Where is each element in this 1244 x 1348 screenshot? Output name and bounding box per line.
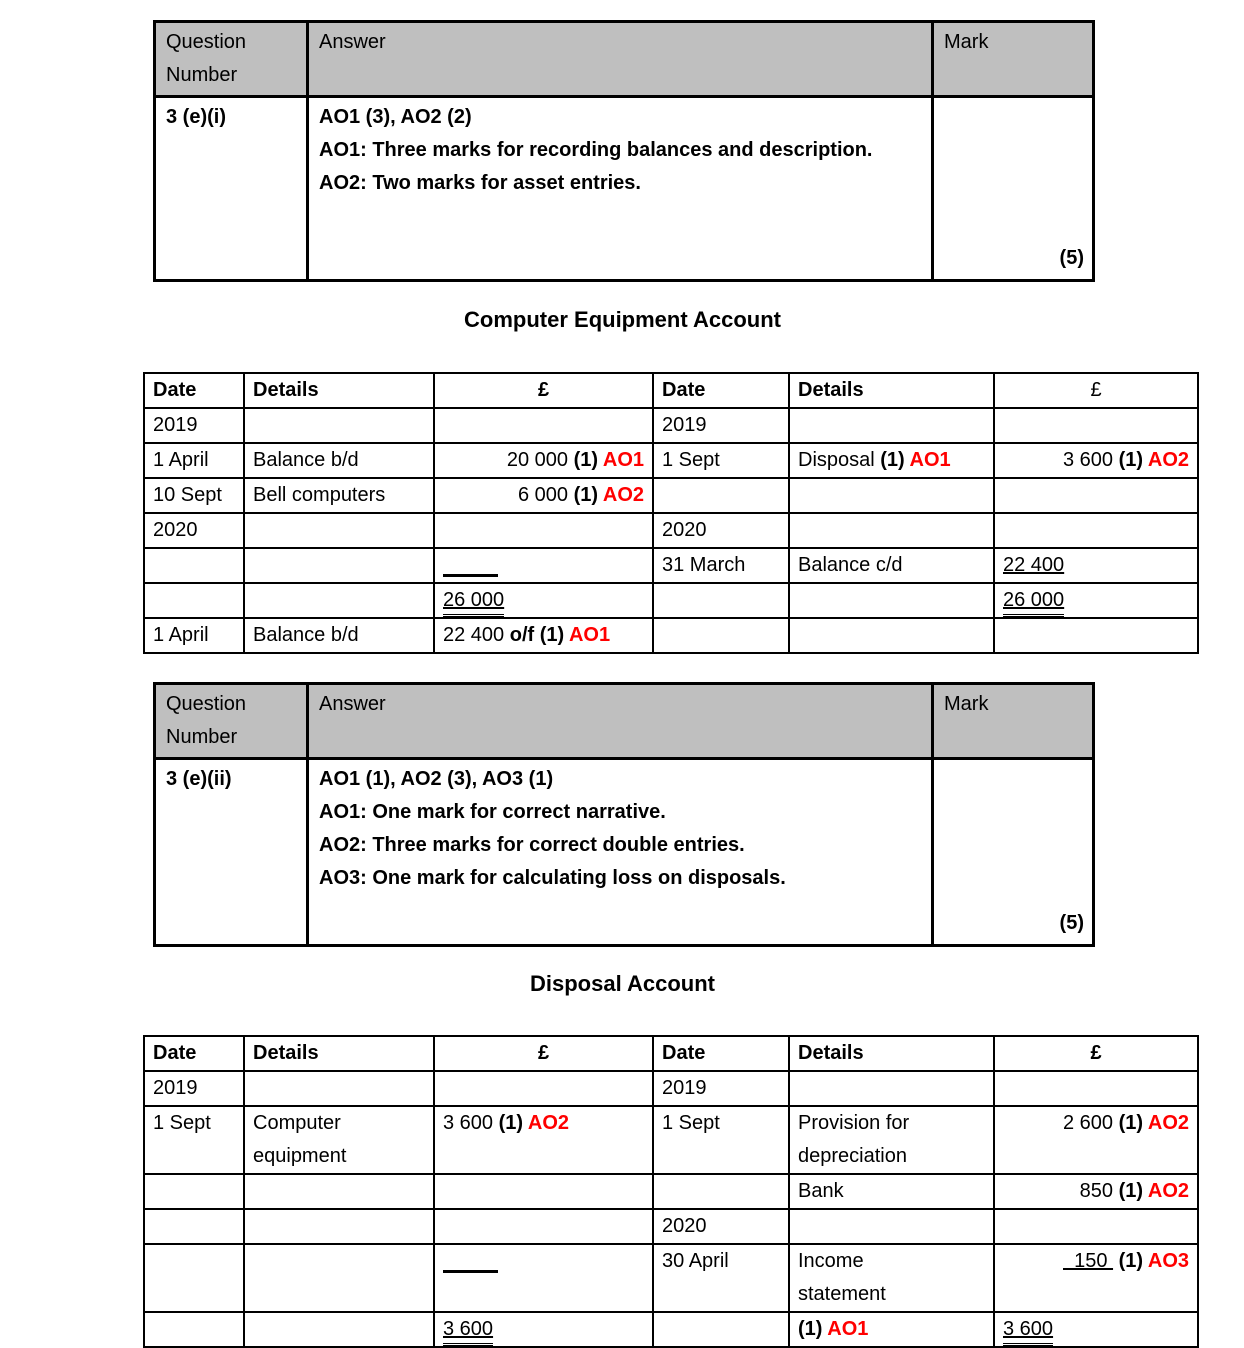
- table-row: [144, 513, 1198, 548]
- table-cell: [789, 1209, 994, 1244]
- table-cell: [244, 513, 434, 548]
- table-cell: [434, 1244, 653, 1312]
- table-cell: [144, 583, 244, 618]
- table-row: [144, 1312, 1198, 1347]
- cell-text: 3 600: [443, 1316, 493, 1346]
- computer-equipment-account-table: [143, 372, 1199, 654]
- mark-cell: (5): [933, 759, 1094, 946]
- answer-line: AO1 (1), AO2 (3), AO3 (1): [319, 768, 554, 790]
- blank-total-rule: [443, 549, 498, 577]
- ao-mark-label: AO1: [827, 1318, 869, 1340]
- header-cell: Date: [653, 373, 789, 408]
- answer-header: Answer: [308, 684, 933, 759]
- question-number-cell: 3 (e)(ii): [155, 759, 308, 946]
- table-cell: 2019: [144, 1071, 244, 1106]
- table-row: [144, 408, 1198, 443]
- disposal-account-title: Disposal Account: [530, 971, 715, 996]
- cell-text: (1): [1118, 1180, 1148, 1202]
- table-cell: [789, 1312, 994, 1347]
- table-cell: 2020: [653, 513, 789, 548]
- cell-text: 850: [1079, 1180, 1119, 1202]
- table-cell: [994, 1244, 1198, 1312]
- mark-scheme-table-3ei: [153, 20, 1095, 282]
- table-row: [144, 618, 1198, 653]
- table-cell: [789, 583, 994, 618]
- table-cell: [994, 1071, 1198, 1106]
- ao-mark-label: AO2: [602, 484, 644, 506]
- table-cell: [653, 1312, 789, 1347]
- table-cell: [653, 1174, 789, 1209]
- table-cell: [244, 583, 434, 618]
- header-cell: Details: [789, 1036, 994, 1071]
- cell-text: (1): [1118, 449, 1148, 471]
- table-cell: [244, 408, 434, 443]
- table-cell: [789, 1106, 994, 1174]
- table-cell: [994, 618, 1198, 653]
- cell-text: (1): [573, 484, 603, 506]
- table-cell: [144, 1312, 244, 1347]
- table-cell: [653, 618, 789, 653]
- cell-text: (1): [1118, 1112, 1148, 1134]
- cell-text: 2 600: [1063, 1112, 1119, 1134]
- blank-total-rule: [443, 1245, 498, 1273]
- cell-text: 26 000: [1003, 587, 1064, 617]
- table-cell: [434, 1174, 653, 1209]
- table-cell: 1 Sept: [653, 1106, 789, 1174]
- cell-text: 26 000: [443, 587, 504, 617]
- table-cell: [994, 513, 1198, 548]
- answer-cell: [308, 759, 933, 946]
- header-cell: Details: [789, 373, 994, 408]
- ao-mark-label: AO3: [1147, 1250, 1189, 1272]
- question-number-cell: 3 (e)(i): [155, 97, 308, 281]
- table-cell: [434, 1071, 653, 1106]
- account-header-row: [144, 373, 1198, 408]
- cell-text: (1): [798, 1318, 828, 1340]
- table-cell: [789, 1071, 994, 1106]
- table-row: [144, 478, 1198, 513]
- table-cell: [244, 1174, 434, 1209]
- table-cell: [994, 1106, 1198, 1174]
- cell-text: 22 400: [1003, 554, 1065, 576]
- cell-text: (1): [880, 449, 910, 471]
- header-cell: Date: [144, 1036, 244, 1071]
- table-cell: [144, 1209, 244, 1244]
- ao-mark-label: AO1: [568, 624, 611, 646]
- table-cell: 10 Sept: [144, 478, 244, 513]
- table-cell: Bank: [789, 1174, 994, 1209]
- ao-mark-label: AO2: [1147, 449, 1189, 471]
- table-cell: [244, 1209, 434, 1244]
- cell-text: 3 600: [443, 1112, 499, 1134]
- cell-text: Income: [798, 1250, 864, 1272]
- ao-mark-label: AO1: [602, 449, 644, 471]
- table-cell: [994, 1312, 1198, 1347]
- table-cell: [434, 548, 653, 583]
- mark-header: Mark: [933, 22, 1094, 97]
- table-cell: [789, 443, 994, 478]
- table-cell: [994, 1209, 1198, 1244]
- table-row: [144, 1106, 1198, 1174]
- header-cell: Date: [653, 1036, 789, 1071]
- table-row: [144, 443, 1198, 478]
- cell-text: (1): [498, 1112, 528, 1134]
- table-cell: [434, 1312, 653, 1347]
- table-cell: 31 March: [653, 548, 789, 583]
- table-cell: [434, 583, 653, 618]
- header-cell: Date: [144, 373, 244, 408]
- table-cell: 2020: [653, 1209, 789, 1244]
- ao-mark-label: AO2: [1147, 1112, 1189, 1134]
- table-cell: Balance c/d: [789, 548, 994, 583]
- answer-line: AO1 (3), AO2 (2): [319, 106, 472, 128]
- table-cell: [244, 1312, 434, 1347]
- ao-mark-label: AO2: [527, 1112, 569, 1134]
- cell-text: (1): [573, 449, 603, 471]
- cell-text: depreciation: [798, 1145, 907, 1167]
- table-cell: Balance b/d: [244, 618, 434, 653]
- table-cell: [653, 583, 789, 618]
- header-cell: £: [434, 1036, 653, 1071]
- table-cell: 2019: [144, 408, 244, 443]
- answer-header: Answer: [308, 22, 933, 97]
- table-cell: [789, 618, 994, 653]
- table-cell: 2019: [653, 408, 789, 443]
- table-cell: [144, 548, 244, 583]
- cell-text: Computer: [253, 1112, 341, 1134]
- cell-text: 3 600: [1003, 1316, 1053, 1346]
- table-row: [144, 1071, 1198, 1106]
- cell-text: Provision for: [798, 1112, 910, 1134]
- table-cell: [434, 1106, 653, 1174]
- table-row: [144, 1244, 1198, 1312]
- table-cell: [434, 443, 653, 478]
- table-cell: 1 April: [144, 443, 244, 478]
- header-cell: Details: [244, 1036, 434, 1071]
- answer-line: AO2: Three marks for correct double entries.: [319, 834, 745, 856]
- cell-text: 150: [1063, 1250, 1114, 1272]
- table-row: [155, 97, 1094, 281]
- computer-equipment-account-title: Computer Equipment Account: [464, 307, 781, 332]
- table-row: [144, 1209, 1198, 1244]
- table-row: [144, 583, 1198, 618]
- table-cell: [434, 618, 653, 653]
- header-cell: £: [994, 1036, 1198, 1071]
- cell-text: 22 400: [443, 624, 510, 646]
- table-cell: [789, 408, 994, 443]
- ao-mark-label: AO2: [1147, 1180, 1189, 1202]
- table-cell: [994, 1174, 1198, 1209]
- answer-line: AO1: Three marks for recording balances and description.: [319, 139, 873, 161]
- table-cell: [994, 408, 1198, 443]
- cell-text: 6 000: [518, 484, 574, 506]
- table-cell: [244, 1071, 434, 1106]
- table-cell: 2020: [144, 513, 244, 548]
- cell-text: (1): [1118, 1250, 1148, 1272]
- table-cell: Balance b/d: [244, 443, 434, 478]
- table-cell: [434, 478, 653, 513]
- answer-line: AO1: One mark for correct narrative.: [319, 801, 666, 823]
- disposal-account-table: [143, 1035, 1199, 1348]
- cell-text: o/f (1): [509, 624, 569, 646]
- table-row: [144, 1174, 1198, 1209]
- answer-line: AO2: Two marks for asset entries.: [319, 172, 641, 194]
- cell-text: equipment: [253, 1145, 347, 1167]
- header-cell: £: [994, 373, 1198, 408]
- question-number-header: Question Number: [155, 684, 308, 759]
- table-cell: [144, 1174, 244, 1209]
- header-cell: £: [434, 373, 653, 408]
- table-cell: [434, 1209, 653, 1244]
- table-cell: 30 April: [653, 1244, 789, 1312]
- table-cell: [434, 513, 653, 548]
- table-cell: [434, 408, 653, 443]
- ao-mark-label: AO1: [909, 449, 951, 471]
- cell-text: Disposal: [798, 449, 881, 471]
- table-header-row: [155, 22, 1094, 97]
- table-row: [155, 759, 1094, 946]
- table-cell: [994, 548, 1198, 583]
- table-cell: 1 Sept: [653, 443, 789, 478]
- table-header-row: [155, 684, 1094, 759]
- answer-line: AO3: One mark for calculating loss on disposals.: [319, 867, 786, 889]
- account-header-row: [144, 1036, 1198, 1071]
- table-row: [144, 548, 1198, 583]
- table-cell: [994, 443, 1198, 478]
- mark-scheme-table-3eii: [153, 682, 1095, 947]
- table-cell: 1 Sept: [144, 1106, 244, 1174]
- table-cell: [789, 478, 994, 513]
- table-cell: [244, 1244, 434, 1312]
- table-cell: [789, 1244, 994, 1312]
- table-cell: [994, 583, 1198, 618]
- table-cell: [144, 1244, 244, 1312]
- mark-cell: (5): [933, 97, 1094, 281]
- cell-text: 20 000: [506, 449, 574, 471]
- table-cell: 1 April: [144, 618, 244, 653]
- answer-cell: [308, 97, 933, 281]
- table-cell: [994, 478, 1198, 513]
- table-cell: [653, 478, 789, 513]
- cell-text: 3 600: [1063, 449, 1119, 471]
- question-number-header: Question Number: [155, 22, 308, 97]
- table-cell: Bell computers: [244, 478, 434, 513]
- mark-header: Mark: [933, 684, 1094, 759]
- table-cell: [244, 548, 434, 583]
- header-cell: Details: [244, 373, 434, 408]
- table-cell: 2019: [653, 1071, 789, 1106]
- table-cell: [244, 1106, 434, 1174]
- table-cell: [789, 513, 994, 548]
- cell-text: statement: [798, 1283, 886, 1305]
